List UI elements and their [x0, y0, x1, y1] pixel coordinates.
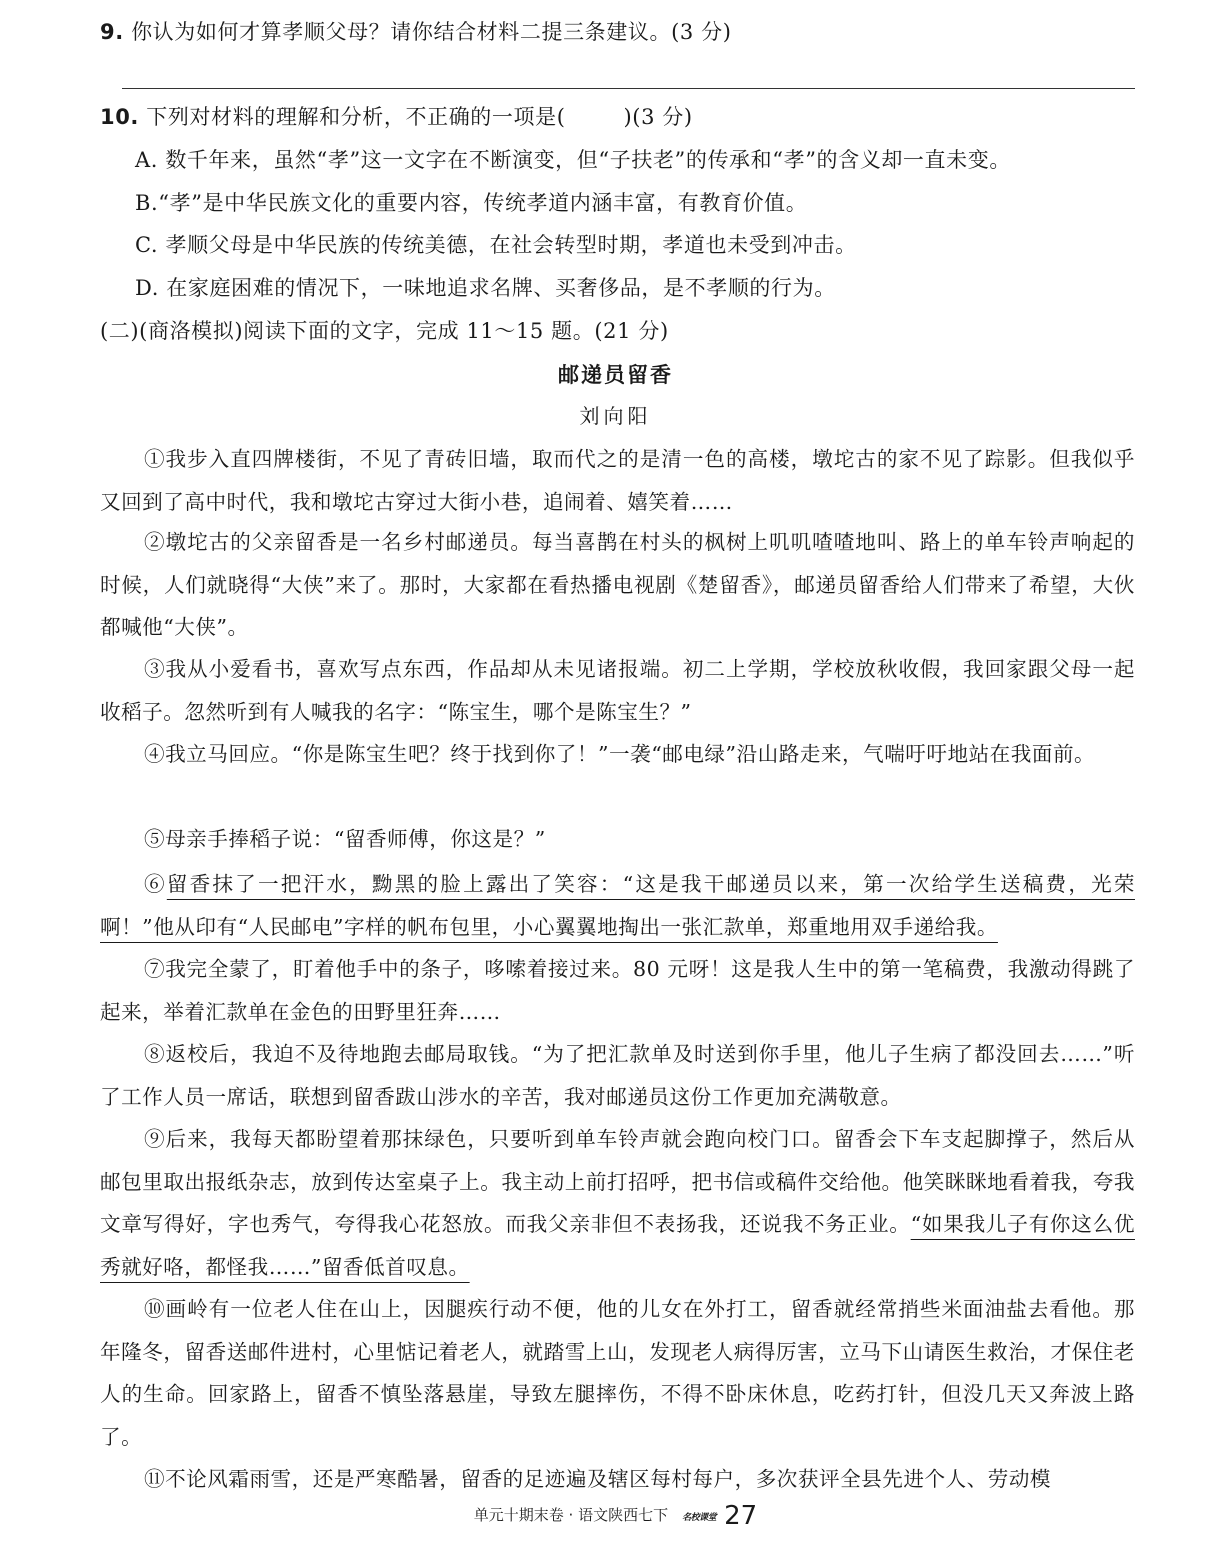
- paragraph-8: ⑧返校后，我迫不及待地跑去邮局取钱。“为了把汇款单及时送到你手里，他儿子生病了都没回去……”听了工作人员一席话，联想到留香跋山涉水的辛苦，我对邮递员这份工作更加充满敬意。: [100, 1042, 1135, 1109]
- question-9-text: 你认为如何才算孝顺父母？请你结合材料二提三条建议。(3 分): [123, 20, 732, 44]
- paragraph-5: ⑤母亲手捧稻子说：“留香师傅，你这是？”: [144, 827, 546, 851]
- question-10-stem: 下列对材料的理解和分析，不正确的一项是(: [139, 105, 566, 129]
- option-b: B.“孝”是中华民族文化的重要内容，传统孝道内涵丰富，有教育价值。: [135, 191, 808, 215]
- section-heading: (二)(商洛模拟)阅读下面的文字，完成 11～15 题。(21 分): [100, 319, 669, 343]
- question-9-number: 9.: [100, 20, 124, 44]
- paragraph-10: ⑩画岭有一位老人住在山上，因腿疾行动不便，他的儿女在外打工，留香就经常捎些米面油盐去看他。那年隆冬，留香送邮件进村，心里惦记着老人，就踏雪上山，发现老人病得厉害，立马下山请医生救治，才保住老人的生命。回家路上，留香不慎坠落悬崖，导致左腿摔伤，不得不卧床休息，吃药打针，但没几天又奔波上路了。: [100, 1297, 1135, 1449]
- article-author: 刘向阳: [579, 404, 652, 428]
- question-9: [100, 17, 732, 47]
- option-c: C. 孝顺父母是中华民族的传统美德，在社会转型时期，孝道也未受到冲击。: [135, 233, 857, 257]
- paragraph-9-text: ⑨后来，我每天都盼望着那抹绿色，只要听到单车铃声就会跑向校门口。留香会下车支起脚撑子，然后从邮包里取出报纸杂志，放到传达室桌子上。我主动上前打招呼，把书信或稿件交给他。他笑眯眯地看着我，夸我文章写得好，字也秀气，夸得我心花怒放。而我父亲非但不表扬我，还说我不务正业。: [100, 1127, 1135, 1236]
- paragraph-9: [100, 1118, 1135, 1288]
- paragraph-3: ③我从小爱看书，喜欢写点东西，作品却从未见诸报端。初二上学期，学校放秋收假，我回家跟父母一起收稻子。忽然听到有人喊我的名字：“陈宝生，哪个是陈宝生？”: [100, 657, 1135, 724]
- paragraph-4: ④我立马回应。“你是陈宝生吧？终于找到你了！”一袭“邮电绿”沿山路走来，气喘吁吁地站在我面前。: [144, 742, 1096, 766]
- page-number: 27: [724, 1501, 758, 1531]
- paragraph-7: ⑦我完全蒙了，盯着他手中的条子，哆嗦着接过来。80 元呀！这是我人生中的第一笔稿费，我激动得跳了起来，举着汇款单在金色的田野里狂奔……: [100, 957, 1135, 1024]
- paragraph-6-underlined: 留香抹了一把汗水，黝黑的脸上露出了笑容：“这是我干邮递员以来，第一次给学生送稿费，光荣啊！”他从印有“人民邮电”字样的帆布包里，小心翼翼地掏出一张汇款单，郑重地用双手递给我。: [100, 872, 1135, 939]
- question-10-number: 10.: [100, 105, 140, 129]
- page-footer: [0, 1500, 1231, 1533]
- option-a: A. 数千年来，虽然“孝”这一文字在不断演变，但“子扶老”的传承和“孝”的含义却一直未变。: [135, 148, 1011, 172]
- question-10: [100, 102, 693, 132]
- paragraph-9-underlined: “如果我儿子有你这么优秀就好咯，都怪我……”留香低首叹息。: [100, 1212, 1135, 1279]
- paragraph-11: ⑪不论风霜雨雪，还是严寒酷暑，留香的足迹遍及辖区每村每户，多次获评全县先进个人、劳动模: [144, 1467, 1052, 1491]
- footer-label: 单元十期末卷 · 语文陕西七下: [473, 1506, 669, 1524]
- article-title: 邮递员留香: [558, 363, 673, 387]
- question-10-score: )(3 分): [623, 105, 693, 129]
- answer-line: [122, 88, 1135, 89]
- paragraph-1: ①我步入直四牌楼街，不见了青砖旧墙，取而代之的是清一色的高楼，墩坨古的家不见了踪影。但我似乎又回到了高中时代，我和墩坨古穿过大街小巷，追闹着、嬉笑着……: [100, 447, 1135, 514]
- paragraph-6-number: ⑥: [144, 872, 167, 896]
- paragraph-2: ②墩坨古的父亲留香是一名乡村邮递员。每当喜鹊在村头的枫树上叽叽喳喳地叫、路上的单车铃声响起的时候，人们就晓得“大侠”来了。那时，大家都在看热播电视剧《楚留香》，邮递员留香给人们带来了希望，大伙都喊他“大侠”。: [100, 530, 1135, 639]
- footer-brand-logo: 名校课堂: [682, 1513, 717, 1523]
- paragraph-6: [100, 863, 1135, 948]
- option-d: D. 在家庭困难的情况下，一味地追求名牌、买奢侈品，是不孝顺的行为。: [135, 276, 836, 300]
